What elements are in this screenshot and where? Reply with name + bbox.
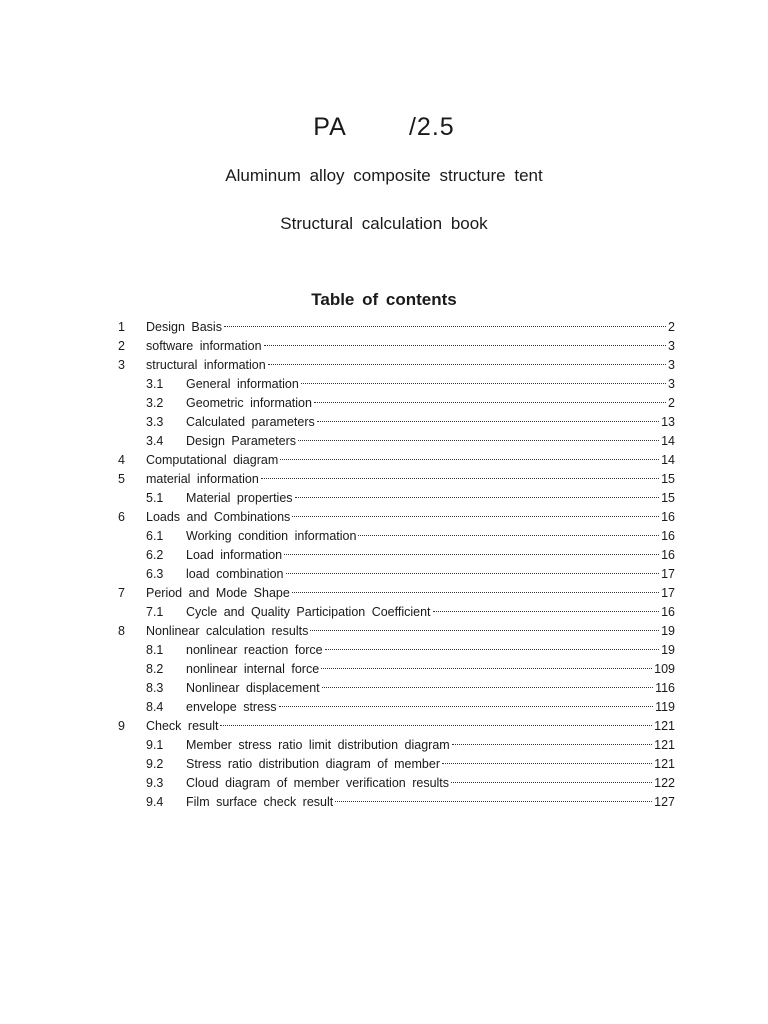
toc-entry-page-number: 121: [654, 757, 675, 771]
toc-subsection-entry[interactable]: [0, 736, 768, 755]
toc-entry-number: 6.3: [146, 567, 164, 581]
toc-dot-leader: [301, 383, 666, 384]
toc-entry-number: 6: [118, 510, 125, 524]
toc-entry-line: [146, 318, 675, 337]
toc-heading: Table of contents: [311, 290, 457, 309]
toc-entry-title: Period and Mode Shape: [146, 586, 290, 600]
toc-entry-title: structural information: [146, 358, 266, 372]
toc-entry-title: nonlinear reaction force: [186, 643, 323, 657]
toc-entry-line: [186, 489, 675, 508]
toc-entry-page-number: 3: [668, 339, 675, 353]
toc-entry-number: 1: [118, 320, 125, 334]
toc-entry-number: 3: [118, 358, 125, 372]
toc-entry-number: 8.3: [146, 681, 164, 695]
toc-entry-line: [146, 451, 675, 470]
toc-dot-leader: [322, 687, 653, 688]
toc-dot-leader: [220, 725, 652, 726]
toc-entry-page-number: 121: [654, 719, 675, 733]
toc-entry-line: [186, 527, 675, 546]
toc-dot-leader: [314, 402, 666, 403]
toc-entry-title: load combination: [186, 567, 284, 581]
toc-subsection-entry[interactable]: [0, 679, 768, 698]
toc-section-entry[interactable]: [0, 622, 768, 641]
toc-dot-leader: [286, 573, 660, 574]
document-subtitle-secondary: Structural calculation book: [280, 214, 488, 233]
toc-entry-number: 8.1: [146, 643, 164, 657]
toc-subsection-entry[interactable]: [0, 394, 768, 413]
toc-entry-page-number: 17: [661, 567, 675, 581]
toc-dot-leader: [295, 497, 660, 498]
toc-entry-title: Calculated parameters: [186, 415, 315, 429]
toc-entry-title: Check result: [146, 719, 219, 733]
toc-entry-title: Load information: [186, 548, 283, 562]
toc-entry-number: 9.2: [146, 757, 164, 771]
toc-entry-page-number: 2: [668, 320, 675, 334]
toc-entry-line: [146, 584, 675, 603]
toc-dot-leader: [224, 326, 666, 327]
toc-entry-title: software information: [146, 339, 262, 353]
toc-entry-title: General information: [186, 377, 299, 391]
toc-section-entry[interactable]: [0, 356, 768, 375]
toc-entry-page-number: 14: [661, 434, 675, 448]
toc-entry-page-number: 19: [661, 624, 675, 638]
toc-dot-leader: [279, 706, 654, 707]
toc-entry-number: 3.3: [146, 415, 164, 429]
toc-entry-page-number: 16: [661, 510, 675, 524]
toc-entry-number: 5.1: [146, 491, 164, 505]
toc-entry-title: Nonlinear calculation results: [146, 624, 309, 638]
toc-entry-number: 3.4: [146, 434, 164, 448]
toc-entry-page-number: 14: [661, 453, 675, 467]
toc-entry-line: [146, 470, 675, 489]
toc-dot-leader: [292, 592, 659, 593]
toc-dot-leader: [268, 364, 666, 365]
toc-entry-title: Loads and Combinations: [146, 510, 291, 524]
toc-dot-leader: [298, 440, 659, 441]
toc-subsection-entry[interactable]: [0, 660, 768, 679]
toc-subsection-entry[interactable]: [0, 698, 768, 717]
toc-dot-leader: [264, 345, 666, 346]
toc-entry-line: [186, 660, 675, 679]
toc-entry-line: [186, 793, 675, 812]
toc-entry-page-number: 16: [661, 605, 675, 619]
toc-entry-title: Geometric information: [186, 396, 312, 410]
toc-entry-title: nonlinear internal force: [186, 662, 320, 676]
toc-entry-title: envelope stress: [186, 700, 277, 714]
toc-subsection-entry[interactable]: [0, 774, 768, 793]
toc-entry-number: 7: [118, 586, 125, 600]
toc-entry-line: [186, 413, 675, 432]
toc-entry-number: 4: [118, 453, 125, 467]
toc-entry-line: [146, 717, 675, 736]
toc-dot-leader: [321, 668, 652, 669]
toc-section-entry[interactable]: [0, 318, 768, 337]
toc-entry-number: 8: [118, 624, 125, 638]
toc-entry-number: 3.2: [146, 396, 164, 410]
toc-entry-line: [186, 432, 675, 451]
toc-dot-leader: [284, 554, 659, 555]
toc-subsection-entry[interactable]: [0, 413, 768, 432]
toc-subsection-entry[interactable]: [0, 489, 768, 508]
toc-entry-line: [186, 774, 675, 793]
toc-entry-line: [186, 755, 675, 774]
document-title: PA /2.5: [313, 113, 455, 141]
toc-entry-title: Design Parameters: [186, 434, 296, 448]
toc-entry-line: [146, 356, 675, 375]
toc-section-entry[interactable]: [0, 508, 768, 527]
toc-section-entry[interactable]: [0, 337, 768, 356]
toc-entry-number: 9.3: [146, 776, 164, 790]
toc-section-entry[interactable]: [0, 470, 768, 489]
toc-entry-line: [186, 641, 675, 660]
toc-entry-title: Computational diagram: [146, 453, 279, 467]
toc-entry-line: [146, 622, 675, 641]
toc-entry-line: [186, 394, 675, 413]
toc-subsection-entry[interactable]: [0, 546, 768, 565]
toc-entry-line: [146, 508, 675, 527]
toc-entry-page-number: 2: [668, 396, 675, 410]
toc-entry-number: 8.4: [146, 700, 164, 714]
toc-entry-title: Cycle and Quality Participation Coefficient: [186, 605, 431, 619]
toc-entry-page-number: 19: [661, 643, 675, 657]
toc-entry-number: 9.1: [146, 738, 164, 752]
toc-entry-title: Member stress ratio limit distribution diagram: [186, 738, 450, 752]
toc-entry-line: [186, 736, 675, 755]
toc-entry-page-number: 16: [661, 529, 675, 543]
toc-dot-leader: [261, 478, 659, 479]
toc-dot-leader: [310, 630, 659, 631]
toc-entry-page-number: 119: [655, 700, 675, 714]
toc-entry-title: Stress ratio distribution diagram of member: [186, 757, 440, 771]
toc-subsection-entry[interactable]: [0, 755, 768, 774]
toc-entry-page-number: 109: [654, 662, 675, 676]
toc-subsection-entry[interactable]: [0, 603, 768, 622]
toc-entry-number: 9.4: [146, 795, 164, 809]
toc-entry-line: [146, 337, 675, 356]
toc-dot-leader: [325, 649, 659, 650]
toc-entry-page-number: 15: [661, 472, 675, 486]
toc-entry-title: Film surface check result: [186, 795, 334, 809]
toc-entry-page-number: 13: [661, 415, 675, 429]
toc-entry-line: [186, 698, 675, 717]
toc-entry-page-number: 15: [661, 491, 675, 505]
toc-entry-title: Nonlinear displacement: [186, 681, 320, 695]
toc-section-entry[interactable]: [0, 451, 768, 470]
toc-entry-title: Material properties: [186, 491, 293, 505]
toc-entry-page-number: 17: [661, 586, 675, 600]
toc-dot-leader: [358, 535, 659, 536]
toc-entry-number: 7.1: [146, 605, 164, 619]
toc-entry-line: [186, 565, 675, 584]
toc-entry-title: Working condition information: [186, 529, 357, 543]
toc-entry-page-number: 116: [655, 681, 675, 695]
toc-entry-title: Design Basis: [146, 320, 222, 334]
toc-entry-number: 9: [118, 719, 125, 733]
toc-entry-page-number: 127: [654, 795, 675, 809]
toc-section-entry[interactable]: [0, 717, 768, 736]
toc-entry-line: [186, 603, 675, 622]
toc-dot-leader: [317, 421, 659, 422]
toc-entry-number: 6.1: [146, 529, 164, 543]
toc-subsection-entry[interactable]: [0, 793, 768, 812]
toc-entry-number: 8.2: [146, 662, 164, 676]
toc-entry-number: 2: [118, 339, 125, 353]
toc-dot-leader: [451, 782, 652, 783]
toc-entry-title: Cloud diagram of member verification results: [186, 776, 450, 790]
document-subtitle: Aluminum alloy composite structure tent: [225, 166, 543, 185]
toc-subsection-entry[interactable]: [0, 432, 768, 451]
toc-dot-leader: [292, 516, 659, 517]
toc-entry-number: 6.2: [146, 548, 164, 562]
toc-dot-leader: [280, 459, 659, 460]
toc-entry-page-number: 122: [654, 776, 675, 790]
toc-entry-page-number: 3: [668, 377, 675, 391]
toc-dot-leader: [442, 763, 652, 764]
toc-entry-title: material information: [146, 472, 259, 486]
toc-entry-page-number: 121: [654, 738, 675, 752]
toc-dot-leader: [335, 801, 652, 802]
toc-entry-line: [186, 375, 675, 394]
table-of-contents: [0, 318, 768, 812]
toc-subsection-entry[interactable]: [0, 641, 768, 660]
toc-entry-number: 5: [118, 472, 125, 486]
toc-entry-line: [186, 546, 675, 565]
toc-dot-leader: [452, 744, 652, 745]
toc-subsection-entry[interactable]: [0, 565, 768, 584]
toc-entry-page-number: 3: [668, 358, 675, 372]
toc-dot-leader: [433, 611, 660, 612]
toc-entry-number: 3.1: [146, 377, 164, 391]
toc-subsection-entry[interactable]: [0, 375, 768, 394]
toc-section-entry[interactable]: [0, 584, 768, 603]
toc-subsection-entry[interactable]: [0, 527, 768, 546]
toc-entry-line: [186, 679, 675, 698]
toc-entry-page-number: 16: [661, 548, 675, 562]
